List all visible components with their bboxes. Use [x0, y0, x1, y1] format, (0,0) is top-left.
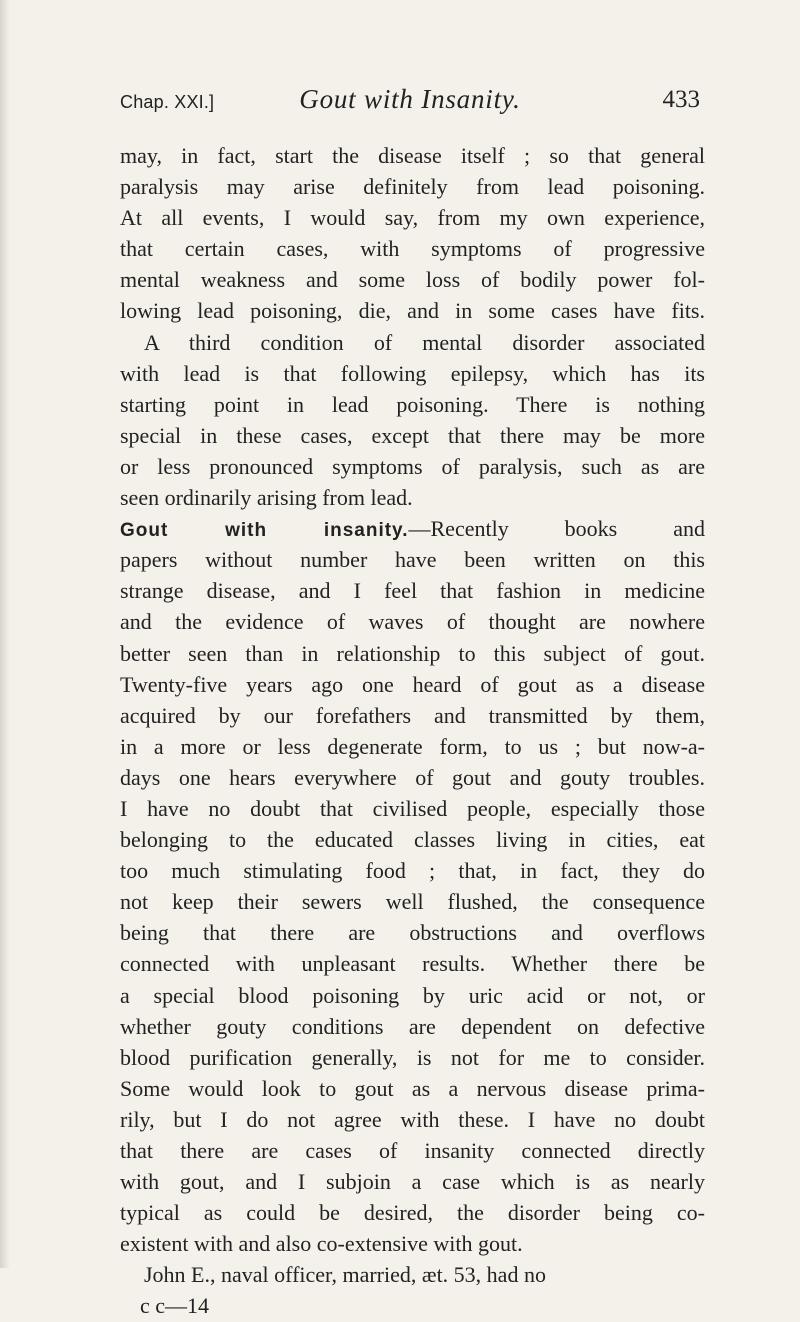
- text-line: not keep their sewers well flushed, the consequence: [120, 889, 705, 915]
- text-line: typical as could be desired, the disorder being co-: [120, 1200, 705, 1226]
- text-line: better seen than in relationship to this subject of gout.: [120, 640, 705, 666]
- text-line: Some would look to gout as a nervous disease prima-: [120, 1075, 705, 1101]
- text-line: with lead is that following epilepsy, which has its: [120, 360, 705, 386]
- signature-mark: c c—14: [140, 1293, 210, 1319]
- text-line: with gout, and I subjoin a case which is as nearly: [120, 1169, 705, 1195]
- text-line: papers without number have been written on this: [120, 547, 705, 573]
- text-line: I have no doubt that civilised people, especially those: [120, 795, 705, 821]
- text-line: existent with and also co-extensive with gout.: [120, 1231, 523, 1257]
- text-line: or less pronounced symptoms of paralysis, such as are: [120, 453, 705, 479]
- text-line: A third condition of mental disorder associated: [144, 329, 705, 355]
- text-line: and the evidence of waves of thought are nowhere: [120, 609, 705, 635]
- text-line: belonging to the educated classes living in cities, eat: [120, 827, 705, 853]
- section-heading: Gout with insanity.: [120, 520, 409, 542]
- text-line: a special blood poisoning by uric acid or not, or: [120, 982, 705, 1008]
- text-line: connected with unpleasant results. Whether there be: [120, 951, 705, 977]
- section-line-text: —Recently books and: [408, 516, 705, 542]
- chapter-reference: Chap. XXI.]: [120, 92, 215, 112]
- text-line: At all events, I would say, from my own experience,: [120, 205, 705, 231]
- page-number: 433: [662, 86, 700, 113]
- text-line: that there are cases of insanity connected directly: [120, 1138, 705, 1163]
- text-line: paralysis may arise definitely from lead poisoning.: [120, 174, 705, 200]
- text-line: starting point in lead poisoning. There is nothing: [120, 391, 705, 417]
- text-line: strange disease, and I feel that fashion in medicine: [120, 578, 705, 604]
- text-line: special in these cases, except that there may be more: [120, 422, 705, 448]
- text-line: seen ordinarily arising from lead.: [120, 485, 413, 511]
- text-line: John E., naval officer, married, æt. 53, had no: [144, 1262, 546, 1288]
- page-gutter-shadow: [0, 0, 10, 1268]
- text-line: whether gouty conditions are dependent on defective: [120, 1013, 705, 1039]
- text-line: blood purification generally, is not for me to consider.: [120, 1044, 705, 1070]
- text-line: rily, but I do not agree with these. I have no doubt: [120, 1106, 705, 1132]
- text-line: that certain cases, with symptoms of progressive: [120, 236, 705, 262]
- text-line: days one hears everywhere of gout and gouty troubles.: [120, 764, 705, 790]
- text-line: may, in fact, start the disease itself ; so that general: [120, 143, 705, 168]
- text-line: lowing lead poisoning, die, and in some cases have fits.: [120, 298, 705, 324]
- text-line: being that there are obstructions and overflows: [120, 920, 705, 946]
- text-line: acquired by our forefathers and transmitted by them,: [120, 702, 705, 728]
- text-line: too much stimulating food ; that, in fact, they do: [120, 858, 705, 884]
- running-head: [120, 80, 700, 120]
- text-line: Twenty-five years ago one heard of gout as a disease: [120, 671, 705, 697]
- body-text: [120, 140, 705, 1322]
- section-first-line: [120, 513, 705, 544]
- text-line: in a more or less degenerate form, to us ; but now-a-: [120, 733, 705, 759]
- text-line: mental weakness and some loss of bodily power fol-: [120, 267, 705, 293]
- running-title: Gout with Insanity.: [299, 84, 521, 114]
